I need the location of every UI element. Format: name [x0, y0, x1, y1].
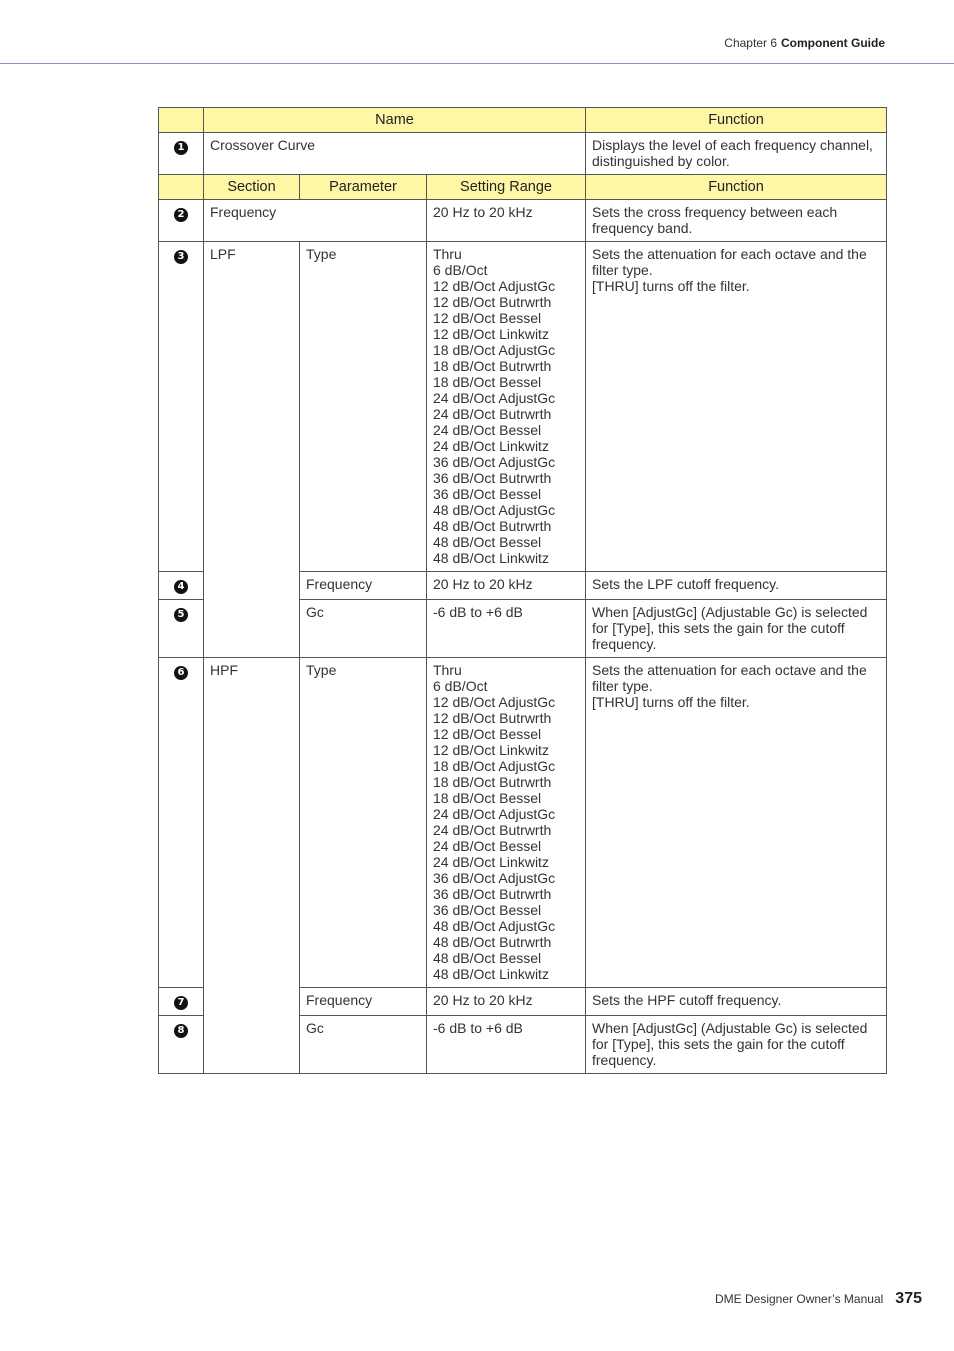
number-badge: 6 — [174, 666, 188, 680]
row-function — [586, 658, 887, 988]
row-setting-range: -6 dB to +6 dB — [427, 600, 586, 658]
range-option: 12 dB/Oct AdjustGc — [433, 694, 556, 710]
row-number-cell — [159, 600, 204, 658]
row-setting-range — [427, 242, 586, 572]
row-parameter: Gc — [300, 1016, 427, 1074]
row-number-cell — [159, 572, 204, 600]
row-number-cell — [159, 988, 204, 1016]
range-option: 6 dB/Oct — [433, 262, 488, 278]
range-option: 12 dB/Oct Linkwitz — [433, 326, 549, 342]
header-setting-range: Setting Range — [427, 175, 586, 200]
range-option: 36 dB/Oct Bessel — [433, 902, 542, 918]
range-option: 48 dB/Oct Linkwitz — [433, 966, 549, 982]
table-header-name — [159, 108, 887, 133]
range-option: 24 dB/Oct Linkwitz — [433, 438, 549, 454]
header-parameter: Parameter — [300, 175, 427, 200]
header-name: Name — [204, 108, 586, 133]
number-badge: 4 — [174, 580, 188, 594]
page-footer — [715, 1290, 922, 1308]
header-section: Section — [204, 175, 300, 200]
section-lpf: LPF — [204, 242, 300, 658]
range-option: 48 dB/Oct Butrwrth — [433, 518, 552, 534]
range-option: 24 dB/Oct AdjustGc — [433, 390, 556, 406]
row-parameter: Gc — [300, 600, 427, 658]
number-badge: 5 — [174, 608, 188, 622]
number-badge: 7 — [174, 996, 188, 1010]
row-function: Sets the LPF cutoff frequency. — [586, 572, 887, 600]
range-option: 24 dB/Oct Bessel — [433, 838, 542, 854]
range-option: 48 dB/Oct Bessel — [433, 534, 542, 550]
row-parameter: Frequency — [300, 988, 427, 1016]
row-setting-range: 20 Hz to 20 kHz — [427, 988, 586, 1016]
number-badge: 8 — [174, 1024, 188, 1038]
row-setting-range — [427, 658, 586, 988]
row-function: When [AdjustGc] (Adjustable Gc) is selected for [Type], this sets the gain for the cutoff frequency. — [586, 600, 887, 658]
range-option: 18 dB/Oct Butrwrth — [433, 774, 552, 790]
range-option: 24 dB/Oct AdjustGc — [433, 806, 556, 822]
range-option: 48 dB/Oct AdjustGc — [433, 502, 556, 518]
function-text: [THRU] turns off the filter. — [592, 278, 750, 294]
row-number-cell — [159, 133, 204, 175]
row-function: When [AdjustGc] (Adjustable Gc) is selected for [Type], this sets the gain for the cutoff frequency. — [586, 1016, 887, 1074]
row-parameter: Type — [300, 658, 427, 988]
range-option: 12 dB/Oct Linkwitz — [433, 742, 549, 758]
row-function: Sets the HPF cutoff frequency. — [586, 988, 887, 1016]
function-text: [THRU] turns off the filter. — [592, 694, 750, 710]
row-number-cell — [159, 242, 204, 572]
page-header — [724, 36, 885, 50]
range-option: 48 dB/Oct Linkwitz — [433, 550, 549, 566]
chapter-number: Chapter 6 — [724, 36, 777, 50]
table-header-params — [159, 175, 887, 200]
range-option: 48 dB/Oct Bessel — [433, 950, 542, 966]
header-function: Function — [586, 175, 887, 200]
section-hpf: HPF — [204, 658, 300, 1074]
header-function: Function — [586, 108, 887, 133]
range-option: 18 dB/Oct Bessel — [433, 374, 542, 390]
table-row — [159, 133, 887, 175]
component-parameter-table — [158, 107, 887, 1074]
range-option: 24 dB/Oct Linkwitz — [433, 854, 549, 870]
row-setting-range: -6 dB to +6 dB — [427, 1016, 586, 1074]
range-option: 48 dB/Oct Butrwrth — [433, 934, 552, 950]
range-option: 12 dB/Oct Bessel — [433, 726, 542, 742]
range-option: 24 dB/Oct Bessel — [433, 422, 542, 438]
range-option: 18 dB/Oct Bessel — [433, 790, 542, 806]
number-badge: 1 — [174, 141, 188, 155]
row-setting-range: 20 Hz to 20 kHz — [427, 200, 586, 242]
range-option: 12 dB/Oct Bessel — [433, 310, 542, 326]
range-option: 18 dB/Oct Butrwrth — [433, 358, 552, 374]
range-option: 36 dB/Oct Bessel — [433, 486, 542, 502]
header-empty-cell — [159, 108, 204, 133]
range-option: 24 dB/Oct Butrwrth — [433, 822, 552, 838]
range-option: Thru — [433, 662, 462, 678]
row-function: Displays the level of each frequency channel, distinguished by color. — [586, 133, 887, 175]
range-option: 6 dB/Oct — [433, 678, 488, 694]
table-row — [159, 200, 887, 242]
number-badge: 3 — [174, 250, 188, 264]
range-option: 12 dB/Oct Butrwrth — [433, 710, 552, 726]
row-parameter: Frequency — [300, 572, 427, 600]
range-option: 36 dB/Oct AdjustGc — [433, 870, 556, 886]
function-text: Sets the attenuation for each octave and the filter type. — [592, 662, 867, 694]
range-option: 36 dB/Oct Butrwrth — [433, 470, 552, 486]
row-number-cell — [159, 658, 204, 988]
row-setting-range: 20 Hz to 20 kHz — [427, 572, 586, 600]
page-number: 375 — [895, 1290, 922, 1307]
range-option: 12 dB/Oct AdjustGc — [433, 278, 556, 294]
number-badge: 2 — [174, 208, 188, 222]
table-row — [159, 658, 887, 988]
range-option: 12 dB/Oct Butrwrth — [433, 294, 552, 310]
range-option: Thru — [433, 246, 462, 262]
row-number-cell — [159, 200, 204, 242]
function-text: Sets the attenuation for each octave and the filter type. — [592, 246, 867, 278]
header-divider — [0, 63, 954, 64]
row-name: Crossover Curve — [204, 133, 586, 175]
table-row — [159, 242, 887, 572]
row-name: Frequency — [204, 200, 427, 242]
chapter-title: Component Guide — [781, 36, 885, 50]
range-option: 24 dB/Oct Butrwrth — [433, 406, 552, 422]
range-option: 48 dB/Oct AdjustGc — [433, 918, 556, 934]
row-parameter: Type — [300, 242, 427, 572]
range-option: 36 dB/Oct AdjustGc — [433, 454, 556, 470]
row-function — [586, 242, 887, 572]
range-option: 18 dB/Oct AdjustGc — [433, 758, 556, 774]
range-option: 18 dB/Oct AdjustGc — [433, 342, 556, 358]
row-function: Sets the cross frequency between each frequency band. — [586, 200, 887, 242]
header-empty-cell — [159, 175, 204, 200]
row-number-cell — [159, 1016, 204, 1074]
manual-title: DME Designer Owner’s Manual — [715, 1292, 884, 1306]
range-option: 36 dB/Oct Butrwrth — [433, 886, 552, 902]
